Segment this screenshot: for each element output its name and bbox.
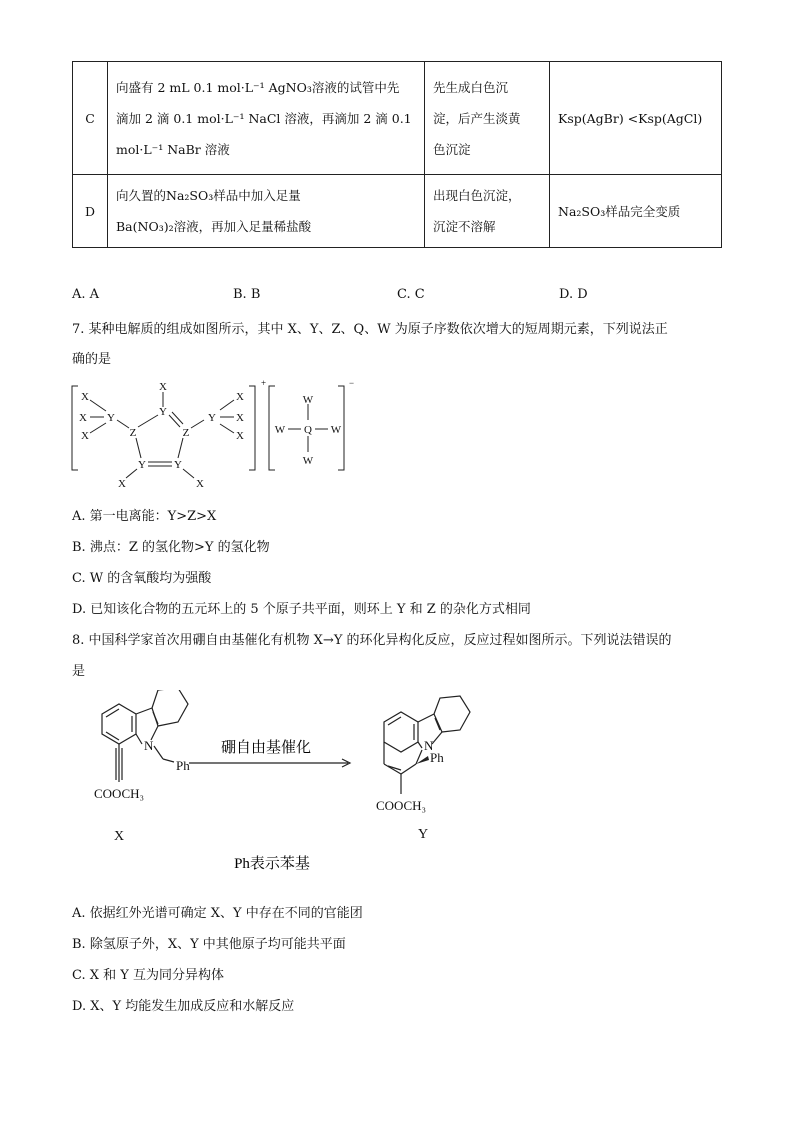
q7-option-a[interactable]: A. 第一电离能：Y>Z>X: [72, 509, 217, 524]
q7-option-d[interactable]: D. 已知该化合物的五元环上的 5 个原子共平面，则环上 Y 和 Z 的杂化方式相同: [72, 602, 531, 617]
reactant-label: X: [113, 829, 125, 844]
atom-x-label: X: [236, 430, 244, 442]
atom-w-label: W: [274, 424, 286, 436]
table-row: [73, 175, 722, 248]
q7-option-c[interactable]: C. W 的含氧酸均为强酸: [72, 571, 212, 586]
q8-stem-line2: 是: [72, 664, 86, 679]
conclusion-cell: Ksp(AgBr) <Ksp(AgCl): [550, 62, 722, 175]
reaction-scheme-diagram: [66, 690, 486, 882]
q8-option-c[interactable]: C. X 和 Y 互为同分异构体: [72, 968, 224, 983]
operation-line: 向盛有 2 mL 0.1 mol·L⁻¹ AgNO₃溶液的试管中先: [116, 79, 400, 95]
atom-x-label: X: [79, 412, 87, 424]
cation-charge: +: [261, 378, 267, 388]
n-atom-label: N: [424, 738, 434, 753]
q7-stem-line1: 7. 某种电解质的组成如图所示，其中 X、Y、Z、Q、W 为原子序数依次增大的短周期元素，下列说法正: [72, 322, 668, 337]
atom-w-label: W: [302, 455, 314, 467]
q8-option-b[interactable]: B. 除氢原子外，X、Y 中其他原子均可能共平面: [72, 937, 346, 952]
conclusion-cell: Na₂SO₃样品完全变质: [550, 175, 722, 248]
experiment-table: [72, 61, 722, 248]
q7-option-b[interactable]: B. 沸点：Z 的氢化物>Y 的氢化物: [72, 540, 270, 555]
ph-group-label: Ph: [430, 750, 444, 765]
atom-z-label: Z: [129, 427, 137, 439]
phenomenon-cell: [425, 175, 550, 248]
atom-x-label: X: [236, 412, 244, 424]
atom-y-label: Y: [138, 459, 146, 471]
anion-charge: −: [349, 378, 355, 388]
q6-option-b[interactable]: B. B: [233, 287, 261, 302]
atom-z-label: Z: [182, 427, 190, 439]
q8-option-a[interactable]: A. 依据红外光谱可确定 X、Y 中存在不同的官能团: [72, 906, 363, 921]
operation-cell: [108, 62, 425, 175]
phenomenon-line: 淀，后产生淡黄: [433, 110, 521, 126]
atom-x-label: X: [196, 478, 204, 490]
ph-note: Ph表示苯基: [234, 856, 310, 872]
atom-w-label: W: [330, 424, 342, 436]
reaction-condition: 硼自由基催化: [220, 740, 312, 756]
phenomenon-line: 先生成白色沉: [433, 79, 509, 95]
atom-y-label: Y: [208, 412, 216, 424]
phenomenon-line: 出现白色沉淀，: [433, 188, 521, 203]
row-label: D: [73, 175, 108, 248]
operation-cell: [108, 175, 425, 248]
q6-option-a[interactable]: A. A: [72, 287, 100, 302]
phenomenon-cell: [425, 62, 550, 175]
q8-stem-line1: 8. 中国科学家首次用硼自由基催化有机物 X→Y 的环化异构化反应，反应过程如图所示。下列说法错误的: [72, 633, 672, 648]
operation-line: Ba(NO₃)₂溶液，再加入足量稀盐酸: [116, 219, 312, 234]
q6-option-c[interactable]: C. C: [397, 287, 425, 302]
ester-group-label: COOCH₃: [94, 786, 145, 801]
atom-q-label: Q: [304, 424, 312, 436]
atom-x-label: X: [159, 381, 167, 393]
q6-option-d[interactable]: D. D: [559, 287, 588, 302]
atom-x-label: X: [236, 391, 244, 403]
atom-w-label: W: [302, 394, 314, 406]
n-atom-label: N: [144, 738, 154, 753]
row-label: C: [73, 62, 108, 175]
operation-line: 向久置的Na₂SO₃样品中加入足量: [116, 188, 301, 203]
atom-x-label: X: [81, 391, 89, 403]
atom-x-label: X: [118, 478, 126, 490]
electrolyte-structure-diagram: [66, 376, 366, 491]
q7-stem-line2: 确的是: [72, 352, 112, 367]
table-row: [73, 62, 722, 175]
product-label: Y: [417, 827, 429, 842]
atom-y-label: Y: [174, 459, 182, 471]
phenomenon-line: 色沉淀: [433, 141, 471, 157]
ph-group-label: Ph: [176, 758, 190, 773]
atom-x-label: X: [81, 430, 89, 442]
atom-y-label: Y: [107, 412, 115, 424]
q8-option-d[interactable]: D. X、Y 均能发生加成反应和水解反应: [72, 999, 295, 1014]
phenomenon-line: 沉淀不溶解: [433, 219, 496, 234]
operation-line: 滴加 2 滴 0.1 mol·L⁻¹ NaCl 溶液，再滴加 2 滴 0.1: [116, 110, 412, 126]
atom-y-label: Y: [159, 406, 167, 418]
operation-line: mol·L⁻¹ NaBr 溶液: [116, 141, 230, 157]
ester-group-label: COOCH₃: [376, 798, 427, 813]
